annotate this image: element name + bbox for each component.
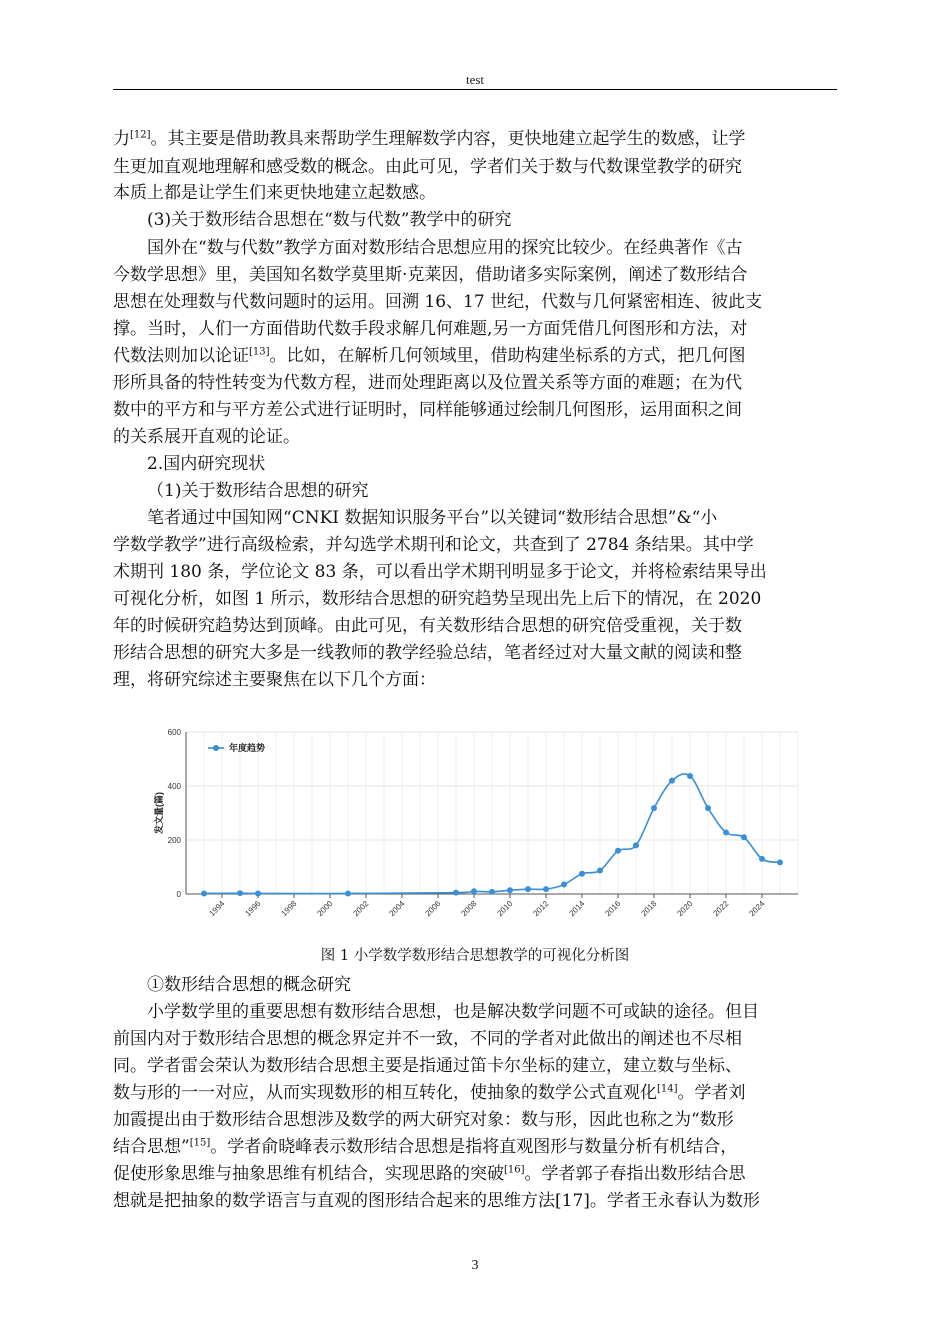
- data-point: [471, 888, 477, 894]
- text-run: 数中的平方和与平方差公式进行证明时，同样能够通过绘制几何图形，运用面积之间: [113, 400, 742, 420]
- text-line: [113, 289, 837, 315]
- citation-superscript: [14]: [657, 1083, 678, 1095]
- data-point: [489, 889, 495, 895]
- y-axis-label: 发文量(篇): [154, 792, 164, 834]
- data-point: [525, 886, 531, 892]
- x-tick-label: 2024: [747, 899, 767, 918]
- text-run: 促使形象思维与抽象思维有机结合，实现思路的突破: [113, 1164, 504, 1184]
- text-line: [113, 343, 837, 369]
- legend-marker: [213, 745, 219, 751]
- text-run: 力: [113, 129, 130, 149]
- text-line: [147, 505, 837, 531]
- text-line: [113, 559, 837, 585]
- text-run: 的关系展开直观的论证。: [113, 427, 300, 447]
- y-tick-label: 200: [167, 836, 181, 845]
- x-tick-label: 2014: [567, 899, 587, 918]
- data-point: [687, 773, 693, 779]
- text-run: 学数学教学”进行高级检索，并勾选学术期刊和论文，共查到了 2784 条结果。其中学: [113, 535, 754, 555]
- text-run: 形结合思想的研究大多是一线教师的教学经验总结，笔者经过对大量文献的阅读和整: [113, 643, 742, 663]
- x-tick-label: 2000: [315, 899, 335, 918]
- text-run: 结合思想”: [113, 1137, 190, 1157]
- text-run: 。学者郭子春指出数形结合思: [524, 1164, 746, 1184]
- data-point: [723, 829, 729, 835]
- figure-caption: 图 1 小学数学数形结合思想教学的可视化分析图: [320, 948, 630, 964]
- data-point: [777, 859, 783, 865]
- y-tick-label: 400: [167, 782, 181, 791]
- text-run: 今数学思想》里，美国知名数学莫里斯·克莱因，借助诸多实际案例，阐述了数形结合: [113, 265, 748, 285]
- data-point: [255, 890, 261, 896]
- text-line: [147, 972, 837, 998]
- x-tick-label: 2016: [603, 899, 623, 918]
- data-point: [759, 856, 765, 862]
- text-line: [113, 667, 837, 693]
- text-run: 数与形的一一对应，从而实现数形的相互转化，使抽象的数学公式直观化: [113, 1083, 657, 1103]
- text-run: 代数法则加以论证: [113, 346, 249, 366]
- x-tick-label: 2020: [675, 899, 695, 918]
- text-run: 2.国内研究现状: [147, 454, 266, 474]
- text-line: [147, 478, 837, 504]
- text-run: 形所具备的特性转变为代数方程，进而处理距离以及位置关系等方面的难题；在为代: [113, 373, 742, 393]
- data-point: [741, 834, 747, 840]
- x-tick-label: 2012: [531, 899, 551, 918]
- text-line: [113, 1026, 837, 1052]
- text-run: 笔者通过中国知网“CNKI 数据知识服务平台”以关键词“数形结合思想”&“小: [147, 508, 718, 528]
- text-line: [113, 640, 837, 666]
- text-line: [113, 316, 837, 342]
- text-run: 理，将研究综述主要聚焦在以下几个方面：: [113, 670, 436, 690]
- text-run: 前国内对于数形结合思想的概念界定并不一致，不同的学者对此做出的阐述也不尽相: [113, 1029, 742, 1049]
- y-tick-label: 600: [167, 728, 181, 737]
- text-run: 本质上都是让学生们来更快地建立起数感。: [113, 183, 436, 203]
- x-tick-label: 2002: [351, 899, 371, 918]
- text-run: 。学者刘: [677, 1083, 746, 1103]
- trend-chart: [150, 724, 810, 944]
- text-run: 术期刊 180 条，学位论文 83 条，可以看出学术期刊明显多于论文，并将检索结果导出: [113, 562, 767, 582]
- x-tick-label: 2010: [495, 899, 515, 918]
- text-line: [113, 1161, 837, 1187]
- text-line: [113, 1080, 837, 1106]
- text-run: （1)关于数形结合思想的研究: [147, 481, 369, 501]
- text-line: [113, 126, 837, 152]
- text-line: [113, 586, 837, 612]
- text-run: 加霞提出由于数形结合思想涉及数学的两大研究对象：数与形，因此也称之为“数形: [113, 1110, 734, 1130]
- text-line: [147, 235, 837, 261]
- data-point: [651, 805, 657, 811]
- text-line: [113, 262, 837, 288]
- text-run: 。学者俞晓峰表示数形结合思想是指将直观图形与数量分析有机结合，: [210, 1137, 738, 1157]
- text-run: ①数形结合思想的概念研究: [147, 975, 351, 995]
- citation-superscript: [16]: [504, 1164, 525, 1176]
- x-tick-label: 2018: [639, 899, 659, 918]
- text-line: [113, 532, 837, 558]
- text-line: [113, 1107, 837, 1133]
- legend-label: 年度趋势: [229, 743, 266, 753]
- x-tick-label: 1994: [207, 899, 227, 918]
- text-run: 。比如，在解析几何领域里，借助构建坐标系的方式，把几何图: [269, 346, 746, 366]
- text-run: 同。学者雷会荣认为数形结合思想主要是指通过笛卡尔坐标的建立，建立数与坐标、: [113, 1056, 742, 1076]
- x-tick-label: 2006: [423, 899, 443, 918]
- citation-superscript: [15]: [189, 1137, 211, 1149]
- text-run: 年的时候研究趋势达到顶峰。由此可见，有关数形结合思想的研究倍受重视，关于数: [113, 616, 742, 636]
- text-run: 国外在“数与代数”教学方面对数形结合思想应用的探究比较少。在经典著作《古: [147, 238, 743, 258]
- text-line: [113, 397, 837, 423]
- text-line: [113, 1134, 837, 1160]
- x-tick-label: 2004: [387, 899, 407, 918]
- text-run: 生更加直观地理解和感受数的概念。由此可见，学者们关于数与代数课堂教学的研究: [113, 157, 742, 177]
- x-tick-label: 2022: [711, 899, 731, 918]
- data-point: [615, 848, 621, 854]
- y-tick-label: 0: [176, 890, 181, 899]
- data-point: [597, 868, 603, 874]
- text-line: [113, 1053, 837, 1079]
- citation-superscript: [12]: [130, 129, 151, 141]
- data-point: [237, 890, 243, 896]
- data-point: [345, 890, 351, 896]
- text-line: [113, 424, 837, 450]
- text-run: 思想在处理数与代数问题时的运用。回溯 16、17 世纪，代数与几何紧密相连、彼此支: [113, 292, 763, 312]
- page-header: test: [465, 72, 485, 87]
- data-point: [705, 805, 711, 811]
- data-point: [561, 882, 567, 888]
- data-point: [543, 886, 549, 892]
- text-line: [113, 613, 837, 639]
- text-line: [147, 207, 837, 233]
- x-tick-label: 1996: [243, 899, 263, 918]
- text-run: 可视化分析，如图 1 所示，数形结合思想的研究趋势呈现出先上后下的情况，在 2020: [113, 589, 762, 609]
- text-line: [113, 180, 837, 206]
- data-point: [201, 890, 207, 896]
- x-tick-label: 2008: [459, 899, 479, 918]
- data-point: [579, 871, 585, 877]
- text-line: [147, 451, 837, 477]
- text-run: 想就是把抽象的数学语言与直观的图形结合起来的思维方法[17]。学者王永春认为数形: [113, 1191, 760, 1211]
- data-point: [507, 887, 513, 893]
- text-run: (3)关于数形结合思想在“数与代数”教学中的研究: [147, 210, 512, 230]
- text-run: 。其主要是借助教具来帮助学生理解数学内容，更快地建立起学生的数感，让学: [150, 129, 746, 149]
- text-line: [113, 154, 837, 180]
- header-rule: [113, 89, 837, 90]
- data-point: [669, 778, 675, 784]
- data-point: [453, 890, 459, 896]
- text-run: 小学数学里的重要思想有数形结合思想，也是解决数学问题不可或缺的途径。但目: [147, 1002, 759, 1022]
- text-run: 撑。当时，人们一方面借助代数手段求解几何难题,另一方面凭借几何图形和方法，对: [113, 319, 748, 339]
- data-point: [633, 842, 639, 848]
- x-tick-label: 1998: [279, 899, 299, 918]
- text-line: [147, 999, 837, 1025]
- text-line: [113, 1188, 837, 1214]
- page-number: 3: [471, 1258, 479, 1273]
- citation-superscript: [13]: [249, 346, 270, 358]
- text-line: [113, 370, 837, 396]
